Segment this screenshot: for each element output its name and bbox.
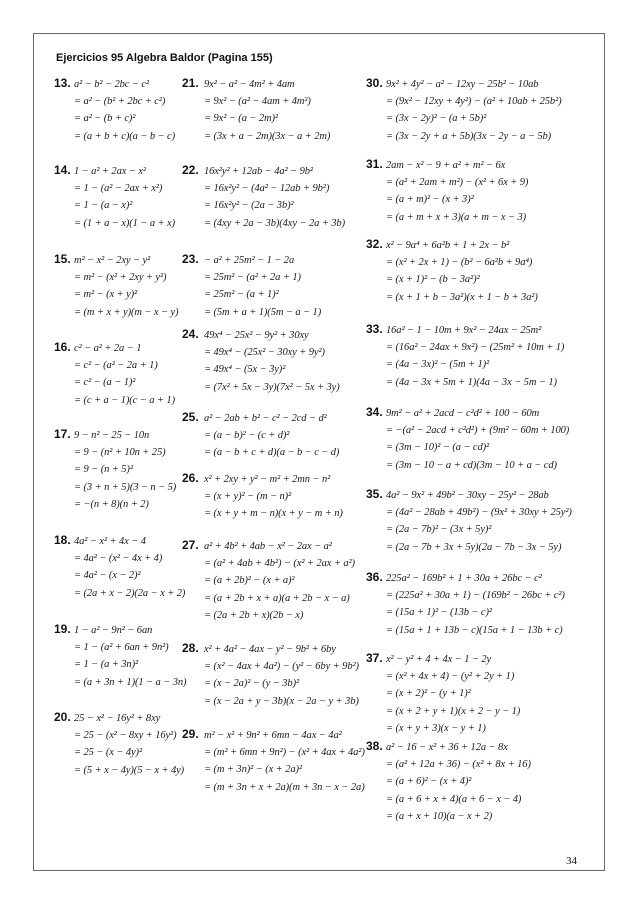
exercise-number: 25. xyxy=(182,410,199,424)
exercise-step: = 1 − (a − x)² xyxy=(74,200,133,212)
exercise-step: = 16x²y² − (2a − 3b)² xyxy=(204,200,294,212)
exercise-step: = (a + 3n + 1)(1 − a − 3n) xyxy=(74,676,187,688)
exercise-step: = (3m − 10 − a + cd)(3m − 10 + a − cd) xyxy=(386,459,557,471)
exercise-expression: 16a² − 1 − 10m + 9x² − 24ax − 25m² xyxy=(386,325,542,336)
exercise xyxy=(366,405,606,474)
exercise-expression: 4a² − x² + 4x − 4 xyxy=(74,536,146,547)
exercise xyxy=(182,727,368,796)
exercise xyxy=(366,739,606,825)
exercise xyxy=(182,471,368,523)
exercise-step: = (5m + a + 1)(5m − a − 1) xyxy=(204,306,322,318)
exercise-step: = (3x + a − 2m)(3x − a + 2m) xyxy=(204,130,331,142)
exercise-step: = −(n + 8)(n + 2) xyxy=(74,498,149,510)
exercise-expression: a² − b² − 2bc − c² xyxy=(74,79,149,90)
exercise-step: = (a² + 4ab + 4b²) − (x² + 2ax + a²) xyxy=(204,558,355,570)
exercise-step: = (c + a − 1)(c − a + 1) xyxy=(74,394,175,406)
exercise-step: = (a + m + x + 3)(a + m − x − 3) xyxy=(386,211,526,223)
exercise xyxy=(366,487,606,556)
page-title: Ejercicios 95 Algebra Baldor (Pagina 155) xyxy=(56,52,273,64)
exercise-step: = c² − (a² − 2a + 1) xyxy=(74,360,158,372)
exercise xyxy=(366,651,606,737)
exercise-step: = (x + y + m − n)(x + y − m + n) xyxy=(204,508,343,520)
exercise-step: = (3x − 2y)² − (a + 5b)² xyxy=(386,113,487,125)
exercise-expression: a² − 2ab + b² − c² − 2cd − d² xyxy=(204,413,327,424)
exercise-step: = m² − (x + y)² xyxy=(74,289,138,301)
exercise xyxy=(182,327,368,396)
exercise xyxy=(366,237,606,306)
exercise-expression: x² + 4a² − 4ax − y² − 9b² + 6by xyxy=(204,644,336,655)
exercise xyxy=(54,163,182,232)
exercise-step: = (3 + n + 5)(3 − n − 5) xyxy=(74,481,177,493)
exercise-expression: m² − x² + 9n² + 6mn − 4ax − 4a² xyxy=(204,730,342,741)
exercise-expression: x² − 9a⁴ + 6a²b + 1 + 2x − b² xyxy=(386,240,510,251)
exercise-number: 14. xyxy=(54,163,71,177)
exercise-step: = (a² + 2am + m²) − (x² + 6x + 9) xyxy=(386,177,529,189)
exercise-expression: a² + 4b² + 4ab − x² − 2ax − a² xyxy=(204,541,332,552)
exercise xyxy=(54,252,182,321)
exercise-number: 26. xyxy=(182,471,199,485)
exercise xyxy=(182,252,368,321)
exercise-step: = (x + y + 3)(x − y + 1) xyxy=(386,722,486,734)
exercise-expression: 16x²y² + 12ab − 4a² − 9b² xyxy=(204,166,313,177)
exercise xyxy=(54,533,186,602)
exercise-step: = (m + x + y)(m − x − y) xyxy=(74,306,179,318)
exercise xyxy=(366,322,606,391)
exercise-number: 22. xyxy=(182,163,199,177)
exercise-step: = (4a − 3x)² − (5m + 1)² xyxy=(386,359,490,371)
exercise-expression: c² − a² + 2a − 1 xyxy=(74,343,142,354)
exercise-number: 32. xyxy=(366,237,383,251)
exercise-step: = (x + 2)² − (y + 1)² xyxy=(386,688,471,700)
exercise xyxy=(182,163,368,232)
exercise-step: = 9 − (n² + 10n + 25) xyxy=(74,447,166,459)
exercise-step: = (x − 2a)² − (y − 3b)² xyxy=(204,678,300,690)
exercise-step: = 16x²y² − (4a² − 12ab + 9b²) xyxy=(204,183,330,195)
exercise-step: = (a + 2b)² − (x + a)² xyxy=(204,575,295,587)
exercise-step: = (a + 6)² − (x + 4)² xyxy=(386,776,472,788)
exercise-step: = 1 − (a + 3n)² xyxy=(74,659,139,671)
exercise xyxy=(366,76,606,145)
exercise xyxy=(366,157,606,226)
exercise-number: 16. xyxy=(54,340,71,354)
exercise-expression: 4a² − 9x² + 49b² − 30xy − 25y² − 28ab xyxy=(386,490,549,501)
exercise-step: = 4a² − (x − 2)² xyxy=(74,570,141,582)
exercise-number: 19. xyxy=(54,622,71,636)
exercise-expression: x² − y² + 4 + 4x − 1 − 2y xyxy=(386,654,492,665)
exercise-step: = (x + 2 + y + 1)(x + 2 − y − 1) xyxy=(386,705,521,717)
exercise-step: = (5 + x − 4y)(5 − x + 4y) xyxy=(74,764,185,776)
exercise-step: = (m + 3n + x + 2a)(m + 3n − x − 2a) xyxy=(204,781,365,793)
exercise-number: 27. xyxy=(182,538,199,552)
exercise-expression: 9x² + 4y² − a² − 12xy − 25b² − 10ab xyxy=(386,79,539,90)
exercise-step: = a² − (b² + 2bc + c²) xyxy=(74,96,166,108)
exercise-step: = 49x⁴ − (5x − 3y)² xyxy=(204,364,286,376)
exercise-step: = −(a² − 2acd + c²d²) + (9m² − 60m + 100) xyxy=(386,425,570,437)
exercise-expression: 1 − a² − 9n² − 6an xyxy=(74,625,153,636)
exercise-step: = (2a + 2b + x)(2b − x) xyxy=(204,609,304,621)
exercise-expression: 25 − x² − 16y² + 8xy xyxy=(74,713,161,724)
exercise-number: 21. xyxy=(182,76,199,90)
exercise-number: 17. xyxy=(54,427,71,441)
exercise xyxy=(182,410,368,462)
exercise-number: 15. xyxy=(54,252,71,266)
exercise-step: = (16a² − 24ax + 9x²) − (25m² + 10m + 1) xyxy=(386,342,565,354)
exercise-step: = (7x² + 5x − 3y)(7x² − 5x + 3y) xyxy=(204,381,340,393)
exercise xyxy=(182,538,368,624)
exercise-number: 18. xyxy=(54,533,71,547)
exercise-step: = (x² − 4ax + 4a²) − (y² − 6by + 9b²) xyxy=(204,661,359,673)
exercise-step: = (a + 6 + x + 4)(a + 6 − x − 4) xyxy=(386,793,522,805)
exercise-step: = (9x² − 12xy + 4y²) − (a² + 10ab + 25b²) xyxy=(386,96,562,108)
exercise-step: = (a + b + c)(a − b − c) xyxy=(74,130,175,142)
exercise-number: 28. xyxy=(182,641,199,655)
exercise-number: 13. xyxy=(54,76,71,90)
exercise-number: 38. xyxy=(366,739,383,753)
exercise xyxy=(54,340,182,409)
exercise-step: = (x + 1)² − (b − 3a²)² xyxy=(386,274,480,286)
exercise xyxy=(54,710,185,779)
exercise-number: 23. xyxy=(182,252,199,266)
exercise-step: = 9 − (n + 5)² xyxy=(74,464,133,476)
page-number: 34 xyxy=(566,855,577,867)
exercise-step: = (225a² + 30a + 1) − (169b² − 26bc + c²) xyxy=(386,590,565,602)
exercise-step: = (a + x + 10)(a − x + 2) xyxy=(386,810,493,822)
exercise-expression: 2am − x² − 9 + a² + m² − 6x xyxy=(386,160,506,171)
exercise-expression: − a² + 25m² − 1 − 2a xyxy=(204,255,295,266)
exercise-number: 36. xyxy=(366,570,383,584)
exercise-expression: m² − x² − 2xy − y² xyxy=(74,255,151,266)
exercise-step: = (2a − 7b + 3x + 5y)(2a − 7b − 3x − 5y) xyxy=(386,541,562,553)
exercise-step: = 4a² − (x² − 4x + 4) xyxy=(74,553,163,565)
exercise-step: = a² − (b + c)² xyxy=(74,113,136,125)
exercise-step: = (4a − 3x + 5m + 1)(4a − 3x − 5m − 1) xyxy=(386,376,557,388)
exercise-step: = m² − (x² + 2xy + y²) xyxy=(74,272,167,284)
exercise-step: = 1 − (a² + 6an + 9n²) xyxy=(74,642,169,654)
exercise-expression: 49x⁴ − 25x² − 9y² + 30xy xyxy=(204,330,309,341)
exercise-step: = (4a² − 28ab + 49b²) − (9x² + 30xy + 25y²) xyxy=(386,507,572,519)
exercise xyxy=(54,76,182,145)
exercise-step: = 9x² − (a² − 4am + 4m²) xyxy=(204,96,311,108)
exercise-step: = (a − b)² − (c + d)² xyxy=(204,430,290,442)
exercise-step: = 25m² − (a + 1)² xyxy=(204,289,279,301)
exercise-step: = (2a + x − 2)(2a − x + 2) xyxy=(74,587,186,599)
exercise-step: = (x − 2a + y − 3b)(x − 2a − y + 3b) xyxy=(204,695,359,707)
exercise-step: = 1 − (a² − 2ax + x²) xyxy=(74,183,163,195)
exercise xyxy=(54,622,187,691)
exercise-step: = (3m − 10)² − (a − cd)² xyxy=(386,442,490,454)
exercise xyxy=(366,570,606,639)
exercise xyxy=(54,427,182,513)
exercise-number: 33. xyxy=(366,322,383,336)
exercise-step: = (a + m)² − (x + 3)² xyxy=(386,194,474,206)
exercise-step: = 9x² − (a − 2m)² xyxy=(204,113,278,125)
exercise-expression: x² + 2xy + y² − m² + 2mn − n² xyxy=(204,474,331,485)
exercise-step: = (a² + 12a + 36) − (x² + 8x + 16) xyxy=(386,759,531,771)
exercise-step: = 25 − (x − 4y)² xyxy=(74,747,142,759)
exercise-number: 29. xyxy=(182,727,199,741)
exercise-expression: a² − 16 − x² + 36 + 12a − 8x xyxy=(386,742,508,753)
exercise-expression: 225a² − 169b² + 1 + 30a + 26bc − c² xyxy=(386,573,542,584)
exercise-step: = 25m² − (a² + 2a + 1) xyxy=(204,272,301,284)
exercise-expression: 1 − a² + 2ax − x² xyxy=(74,166,146,177)
exercise-step: = (2a − 7b)² − (3x + 5y)² xyxy=(386,524,492,536)
exercise-step: = (m² + 6mn + 9n²) − (x² + 4ax + 4a²) xyxy=(204,747,365,759)
exercise-number: 37. xyxy=(366,651,383,665)
exercise-step: = (a + 2b + x + a)(a + 2b − x − a) xyxy=(204,592,350,604)
exercise-step: = (4xy + 2a − 3b)(4xy − 2a + 3b) xyxy=(204,217,345,229)
exercise-step: = 25 − (x² − 8xy + 16y²) xyxy=(74,730,177,742)
exercise-step: = (x + 1 + b − 3a²)(x + 1 − b + 3a²) xyxy=(386,291,538,303)
exercise-expression: 9m² − a² + 2acd − c²d² + 100 − 60m xyxy=(386,408,540,419)
exercise-expression: 9x² − a² − 4m² + 4am xyxy=(204,79,295,90)
exercise-step: = 49x⁴ − (25x² − 30xy + 9y²) xyxy=(204,347,325,359)
exercise xyxy=(182,641,368,710)
exercise-step: = (15a + 1 + 13b − c)(15a + 1 − 13b + c) xyxy=(386,624,563,636)
exercise-step: = (a − b + c + d)(a − b − c − d) xyxy=(204,447,340,459)
exercise-step: = (15a + 1)² − (13b − c)² xyxy=(386,607,492,619)
exercise-step: = (x² + 4x + 4) − (y² + 2y + 1) xyxy=(386,671,515,683)
exercise xyxy=(182,76,368,145)
exercise-number: 30. xyxy=(366,76,383,90)
exercise-step: = (1 + a − x)(1 − a + x) xyxy=(74,217,175,229)
exercise-step: = (3x − 2y + a + 5b)(3x − 2y − a − 5b) xyxy=(386,130,552,142)
exercise-step: = (x + y)² − (m − n)² xyxy=(204,491,292,503)
exercise-number: 31. xyxy=(366,157,383,171)
exercise-number: 35. xyxy=(366,487,383,501)
exercise-number: 24. xyxy=(182,327,199,341)
exercise-expression: 9 − n² − 25 − 10n xyxy=(74,430,150,441)
exercise-step: = (x² + 2x + 1) − (b² − 6a²b + 9a⁴) xyxy=(386,257,533,269)
exercise-number: 34. xyxy=(366,405,383,419)
exercise-step: = (m + 3n)² − (x + 2a)² xyxy=(204,764,302,776)
exercise-number: 20. xyxy=(54,710,71,724)
exercise-step: = c² − (a − 1)² xyxy=(74,377,136,389)
